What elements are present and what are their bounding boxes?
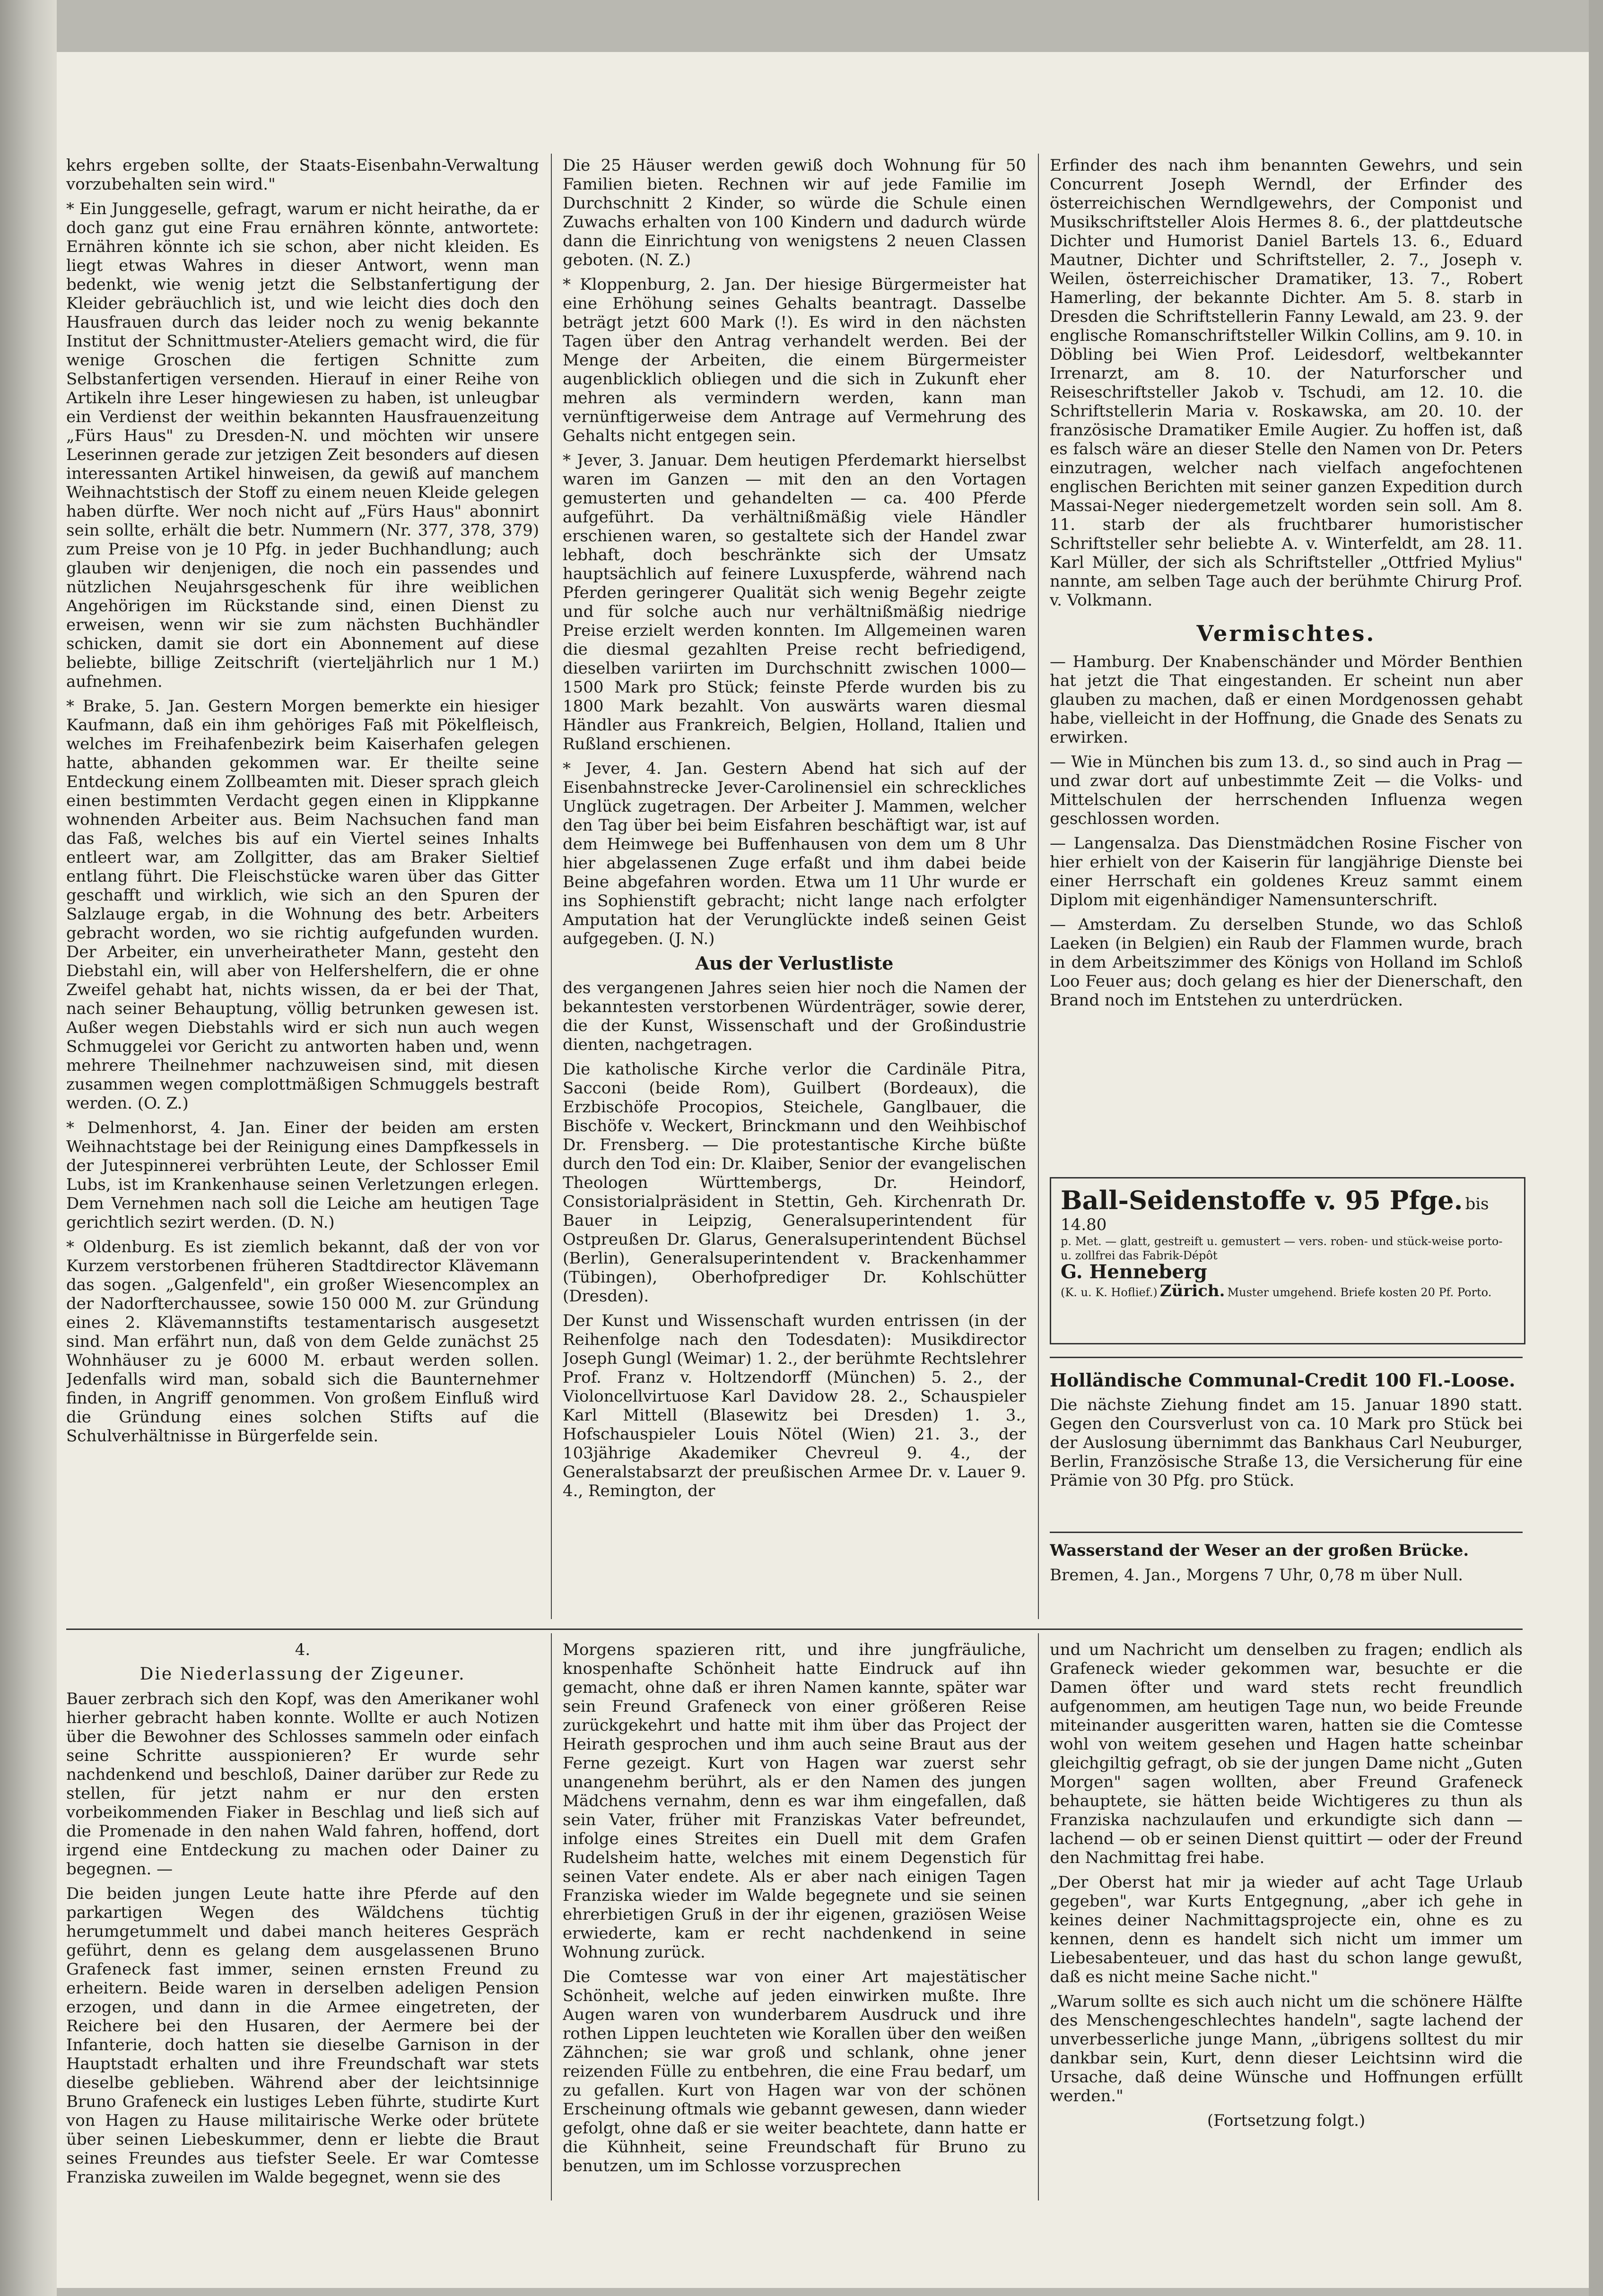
article-paragraph: des vergangenen Jahres seien hier noch die Namen der bekanntesten verstorbenen Würdenträger, sowie derer, die der Kunst, Wissenschaft und der Großindustrie dienten, nachgetragen. bbox=[563, 979, 1026, 1054]
water-level-notice bbox=[1050, 1541, 1523, 1617]
water-level-title: Wasserstand der Weser an der großen Brücke. bbox=[1050, 1541, 1469, 1560]
serial-continued: (Fortsetzung folgt.) bbox=[1207, 2111, 1366, 2130]
feuilleton-divider bbox=[66, 1629, 1523, 1630]
serial-column-1 bbox=[66, 1640, 539, 2203]
newspaper-page bbox=[57, 52, 1589, 2288]
article-paragraph: Erfinder des nach ihm benannten Gewehrs, und sein Concurrent Joseph Werndl, der Erfinder des österreichischen Werndlgewehrs, der Componist und Musikschriftsteller Alois Hermes 8. 6., der plattdeutsche Dichter und Humorist Daniel Bartels 13. 6., Eduard Mautner, Dichter und Schriftsteller, 2. 7., Joseph v. Weilen, österreichischer Dramatiker, 13. 7., Robert Hamerling, der bekannte Dichter. Am 5. 8. starb in Dresden die Schriftstellerin Fanny Lewald, am 23. 9. der englische Romanschriftsteller Wilkin Collins, am 9. 10. in Döbling bei Wien Prof. Leidesdorf, weltbekannter Irrenarzt, am 8. 10. der Naturforscher und Reiseschriftsteller Jakob v. Tschudi, am 12. 10. die Schriftstellerin Maria v. Roskawska, am 20. 10. der französische Dramatiker Emile Augier. Zu hoffen ist, daß es falsch wäre an dieser Stelle den Namen von Dr. Peters einzutragen, welcher nach vielfach angefochtenen englischen Berichten mit seiner ganzen Expedition durch Massai-Neger niedergemetzelt worden sein soll. Am 8. 11. starb der als fruchtbarer humoristischer Schriftsteller sehr beliebte A. v. Winterfeldt, am 28. 11. Karl Müller, der sich als Schriftsteller „Ottfried Mylius" nannte, am selben Tage auch der berühmte Chirurg Prof. v. Volkmann. bbox=[1050, 156, 1523, 610]
article-paragraph: * Oldenburg. Es ist ziemlich bekannt, daß der von vor Kurzem verstorbenen früheren Stadtdirector Klävemann das sogen. „Galgenfeld", ein großer Wiesencomplex an der Nadorfterchaussee, sowie 150 000 M. zur Gründung eines 2. Klävemannstifts testamentarisch ausgesetzt sind. Man erfährt nun, daß von dem Gelde zunächst 25 Wohnhäuser zu je 6000 M. erbaut werden sollen. Jedenfalls wird man, sobald sich die Baunternehmer finden, in Angriff genommen. Von großem Einfluß wird die Gründung eines solchen Stifts auf die Schulverhältnisse in Bürgerfelde sein. bbox=[66, 1238, 539, 1446]
article-paragraph: Der Kunst und Wissenschaft wurden entrissen (in der Reihenfolge nach den Todesdaten): Musikdirector Joseph Gungl (Weimar) 1. 2., der berühmte Rechtslehrer Prof. Franz v. Holtzendorff (München) 5. 2., der Violoncellvirtuose Karl Davidow 28. 2., Schauspieler Karl Mittell (Blasewitz bei Dresden) 1. 3., Hofschauspieler Louis Nötel (Wien) 21. 3., der 103jährige Akademiker Chevreul 9. 4., der Generalstabsarzt der preußischen Armee Dr. v. Lauer 9. 4., Remington, der bbox=[563, 1311, 1026, 1500]
serial-title: Die Niederlassung der Zigeuner. bbox=[139, 1664, 466, 1684]
serial-paragraph: Die Comtesse war von einer Art majestätischer Schönheit, welche auf jeden einwirken mußte. Ihre Augen waren von wunderbarem Ausdruck und ihre rothen Lippen leuchteten wie Korallen über den weißen Zähnchen; sie war groß und schlank, ohne jener reizenden Fülle zu entbehren, die eine Frau bedarf, um zu gefallen. Kurt von Hagen war von der schönen Erscheinung oftmals wie gebannt gewesen, dann wieder gefolgt, ohne daß er sie weiter beachtete, dann hatte er die Kühnheit, seine Freundschaft für Bruno zu benutzen, um im Schlosse vorzusprechen bbox=[563, 1967, 1026, 2175]
article-paragraph: Die 25 Häuser werden gewiß doch Wohnung für 50 Familien bieten. Rechnen wir auf jede Familie im Durchschnitt 2 Kinder, so würde die Schule einen Zuwachs erhalten von 100 Kindern und dadurch würde dann die Einrichtung von wenigstens 2 neuen Classen geboten. (N. Z.) bbox=[563, 156, 1026, 269]
section-heading: Aus der Verlustliste bbox=[695, 953, 894, 974]
article-paragraph: — Langensalza. Das Dienstmädchen Rosine Fischer von hier erhielt von der Kaiserin für langjährige Dienste bei einer Herrschaft ein goldenes Kreuz sammt einem Diplom mit eigenhändiger Namensunterschrift. bbox=[1050, 834, 1523, 910]
serial-paragraph: „Warum sollte es sich auch nicht um die schönere Hälfte des Menschengeschlechtes handeln", sagte lachend der unverbesserliche junge Mann, „übrigens solltest du mir dankbar sein, Kurt, denn dieser Leichtsinn wird die Ursache, daß deine Wünsche und Hoffnungen erfüllt werden." bbox=[1050, 1992, 1523, 2105]
upper-column-3 bbox=[1050, 156, 1523, 1116]
credit-ad-title: Holländische Communal-Credit 100 Fl.-Loose. bbox=[1050, 1371, 1516, 1391]
credit-advertisement bbox=[1050, 1371, 1523, 1527]
book-binding bbox=[0, 0, 57, 2296]
ad-divider bbox=[1050, 1532, 1523, 1533]
silk-advertisement bbox=[1050, 1177, 1525, 1344]
article-paragraph: * Kloppenburg, 2. Jan. Der hiesige Bürgermeister hat eine Erhöhung seines Gehalts beantragt. Dasselbe beträgt jetzt 600 Mark (!). Es wird in den nächsten Tagen über den Antrag verhandelt werden. Bei der Menge der Arbeiten, die einem Bürgermeister augenblicklich obliegen und die sich in Zukunft eher mehren als vermindern werden, kann man vernünftigerweise dem Antrage auf Vermehrung des Gehalts nicht entgegen sein. bbox=[563, 275, 1026, 445]
article-paragraph: kehrs ergeben sollte, der Staats-Eisenbahn-Verwaltung vorzubehalten sein wird." bbox=[66, 156, 539, 194]
ad-note: Muster umgehend. Briefe kosten 20 Pf. Porto. bbox=[1227, 1286, 1492, 1299]
article-paragraph: * Brake, 5. Jan. Gestern Morgen bemerkte ein hiesiger Kaufmann, daß ein ihm gehöriges Faß mit Pökelfleisch, welches im Freihafenbezirk beim Kaiserhafen gelegen hatte, abhanden gekommen war. Er theilte seine Entdeckung einem Zollbeamten mit. Dieser sprach gleich einen bestimmten Verdacht gegen einen in Klippkanne wohnenden Arbeiter aus. Beim Nachsuchen fand man das Faß, welches bis auf ein Viertel seines Inhalts entleert war, am Zollgitter, das am Braker Sieltief entlang führt. Die Fleischstücke waren über das Gitter geschafft und wirklich, wie sich an den Spuren der Salzlauge ergab, in die Wohnung des betr. Arbeiters gebracht worden, wo sie richtig aufgefunden wurden. Der Arbeiter, ein unverheiratheter Mann, gesteht den Diebstahl ein, will aber von Helfershelfern, die er ohne Zweifel gehabt hat, nichts wissen, da er bei der That, nach seiner Behauptung, völlig betrunken gewesen ist. Außer wegen Diebstahls wird er sich nun auch wegen Schmuggelei vor Gericht zu antworten haben und, wenn mehrere Theilnehmer nachzuweisen sind, mit diesen zusammen wegen complottmäßigen Schmuggels bestraft werden. (O. Z.) bbox=[66, 697, 539, 1113]
section-heading: Vermischtes. bbox=[1196, 621, 1376, 646]
column-divider bbox=[551, 154, 552, 1619]
upper-column-1 bbox=[66, 156, 539, 1617]
serial-column-3 bbox=[1050, 1640, 1523, 2203]
ad-divider bbox=[1050, 1357, 1523, 1358]
column-divider bbox=[1038, 1633, 1039, 2201]
column-divider bbox=[1038, 154, 1039, 1619]
ad-supplier: (K. u. K. Hoflief.) bbox=[1061, 1286, 1158, 1299]
serial-column-2 bbox=[563, 1640, 1026, 2203]
page-edge bbox=[1589, 0, 1603, 2296]
serial-paragraph: Die beiden jungen Leute hatte ihre Pferde auf den parkartigen Wegen des Wäldchens tüchtig herumgetummelt und dabei manch heiteres Gespräch geführt, denn es gelang dem ausgelassenen Bruno Grafeneck fast immer, seinen ernsten Freund zu erheitern. Beide waren in derselben adeligen Pension erzogen, und dann in die Armee eingetreten, der Reichere bei den Husaren, der Aermere bei der Infanterie, doch hatten sie dieselbe Garnison in der Hauptstadt erhalten und ihre Freundschaft war stets dieselbe geblieben. Während aber der leichtsinnige Bruno Grafeneck ein lustiges Leben führte, studirte Kurt von Hagen zu Hause militairische Werke oder brütete über seinen Liebeskummer, denn er liebte die Braut seines Freundes aus tiefster Seele. Er war Comtesse Franziska zuweilen im Walde begegnet, wenn sie des bbox=[66, 1884, 539, 2187]
serial-paragraph: Bauer zerbrach sich den Kopf, was den Amerikaner wohl hierher gebracht haben konnte. Wollte er auch Notizen über die Bewohner des Schlosses sammeln oder einfach seine Schritte ausspionieren? Er wurde sehr nachdenkend und beschloß, Dainer darüber zur Rede zu stellen, für jetzt nahm er nur den ersten vorbeikommenden Fiaker in Beschlag und ließ sich auf die Promenade in den nahen Wald fahren, hoffend, dort irgend eine Entdeckung zu machen oder Dainer zu begegnen. — bbox=[66, 1690, 539, 1879]
serial-paragraph: Morgens spazieren ritt, und ihre jungfräuliche, knospenhafte Schönheit hatte Eindruck auf ihn gemacht, ohne daß er ihren Namen kannte, später war sein Freund Grafeneck von einer größeren Reise zurückgekehrt und hatte mit ihm über das Project der Heirath gesprochen und ihm auch seine Braut aus der Ferne gezeigt. Kurt von Hagen war zuerst sehr unangenehm berührt, als er den Namen des jungen Mädchens vernahm, denn es war ihm eingefallen, daß sein Vater, früher mit Franziskas Vater befreundet, infolge eines Streites ein Duell mit dem Grafen Rudelsheim hatte, welches mit einem Degenstich für seinen Vater endete. Als er aber nach einigen Tagen Franziska wieder im Walde begegnete und sie seinen ehrerbietigen Gruß in der ihr eigenen, graziösen Weise erwiederte, kam er recht nachdenkend in seine Wohnung zurück. bbox=[563, 1640, 1026, 1962]
serial-number: 4. bbox=[295, 1640, 311, 1659]
article-paragraph: * Ein Junggeselle, gefragt, warum er nicht heirathe, da er doch ganz gut eine Frau ernähren könnte, antwortete: Ernähren könnte ich sie schon, aber nicht kleiden. Es liegt etwas Wahres in dieser Antwort, wenn man bedenkt, wie wenig jetzt die Selbstanfertigung der Kleider gebräuchlich ist, und wie leicht dies doch den Hausfrauen durch das leider noch zu wenig bekannte Institut der Schnittmuster-Ateliers gemacht wird, die für wenige Groschen die fertigen Schnitte zum Selbstanfertigen versenden. Hierauf in einer Reihe von Artikeln ihre Leser hingewiesen zu haben, ist unleugbar ein Verdienst der weithin bekannten Hausfrauenzeitung „Fürs Haus" zu Dresden-N. und möchten wir unsere Leserinnen gerade zur jetzigen Zeit besonders auf diesen interessanten Artikel hinweisen, da gewiß auf manchem Weihnachtstisch der Stoff zu einem neuen Kleide gelegen haben dürfte. Wer noch nicht auf „Fürs Haus" abonnirt sein sollte, erhält die betr. Nummern (Nr. 377, 378, 379) zum Preise von je 10 Pfg. in jeder Buchhandlung; auch glauben wir denjenigen, die noch ein passendes und nützlichen Neujahrsgeschenk für ihre weiblichen Angehörigen im Rückstande sind, einen Dienst zu erweisen, wenn wir sie zum nächsten Buchhändler schicken, damit sie dort ein Abonnement auf diese beliebte, billige Zeitschrift (vierteljährlich nur 1 M.) aufnehmen. bbox=[66, 199, 539, 691]
article-paragraph: — Wie in München bis zum 13. d., so sind auch in Prag — und zwar dort auf unbestimmte Zeit — die Volks- und Mittelschulen der herrschenden Influenza wegen geschlossen worden. bbox=[1050, 753, 1523, 828]
column-divider bbox=[551, 1633, 552, 2201]
ad-price: bis 14.80 bbox=[1061, 1195, 1489, 1234]
ad-headline: Ball-Seidenstoffe v. 95 Pfge. bbox=[1061, 1185, 1463, 1215]
ad-body: p. Met. — glatt, gestreift u. gemustert — vers. roben- und stück-weise porto- u. zollfrei das Fabrik-Dépôt bbox=[1061, 1235, 1503, 1262]
article-paragraph: * Jever, 4. Jan. Gestern Abend hat sich auf der Eisenbahnstrecke Jever-Carolinensiel ein schreckliches Unglück zugetragen. Der Arbeiter J. Mammen, welcher den Tag über bei beim Eisfahren beschäftigt war, ist auf dem Heimwege bei Buffenhausen von dem um 8 Uhr hier abgelassenen Zuge erfaßt und ihm dabei beide Beine abgefahren worden. Etwa um 11 Uhr wurde er ins Sophienstift gebracht; nicht lange nach erfolgter Amputation hat der Verunglückte indeß seinen Geist aufgegeben. (J. N.) bbox=[563, 759, 1026, 948]
ad-city: Zürich. bbox=[1159, 1282, 1225, 1300]
article-paragraph: * Jever, 3. Januar. Dem heutigen Pferdemarkt hierselbst waren im Ganzen — mit den an den Vortagen gemusterten und gehandelten — ca. 400 Pferde aufgeführt. Da verhältnißmäßig viele Händler erschienen waren, so gestaltete sich der Handel zwar lebhaft, doch beschränkte sich der Umsatz hauptsächlich auf feinere Luxuspferde, während nach Pferden geringerer Qualität sich wenig Begehr zeigte und für solche auch nur verhältnißmäßig niedrige Preise erzielt werden konnten. Im Allgemeinen waren die diesmal gezahlten Preise recht befriedigend, dieselben variirten im Durchschnitt zwischen 1000—1500 Mark pro Stück; feinste Pferde wurden bis zu 1800 Mark bezahlt. Von auswärts waren diesmal Händler aus Frankreich, Belgien, Holland, Italien und Rußland erschienen. bbox=[563, 451, 1026, 754]
serial-paragraph: „Der Oberst hat mir ja wieder auf acht Tage Urlaub gegeben", war Kurts Entgegnung, „aber ich gehe in keines deiner Nachmittagsprojecte ein, ohne es zu kennen, denn es handelt sich nicht um immer um Liebesabenteuer, und das hast du schon lange gewußt, daß es nicht meine Sache nicht." bbox=[1050, 1873, 1523, 1986]
article-paragraph: — Amsterdam. Zu derselben Stunde, wo das Schloß Laeken (in Belgien) ein Raub der Flammen wurde, brach in dem Arbeitszimmer des Königs von Holland im Schloß Loo Feuer aus; doch gelang es hier der Dienerschaft, den Brand noch im Entstehen zu unterdrücken. bbox=[1050, 915, 1523, 1010]
article-paragraph: * Delmenhorst, 4. Jan. Einer der beiden am ersten Weihnachtstage bei der Reinigung eines Dampfkessels in der Jutespinnerei verbrühten Leute, der Schlosser Emil Lubs, ist im Krankenhause seinen Verletzungen erlegen. Dem Vernehmen nach soll die Leiche am heutigen Tage gerichtlich sezirt werden. (D. N.) bbox=[66, 1118, 539, 1232]
article-paragraph: Die katholische Kirche verlor die Cardinäle Pitra, Sacconi (beide Rom), Guilbert (Bordeaux), die Erzbischöfe Procopios, Steichele, Ganglbauer, die Bischöfe v. Weckert, Brinckmann und den Weihbischof Dr. Frensberg. — Die protestantische Kirche büßte durch den Tod ein: Dr. Klaiber, Senior der evangelischen Theologen Württembergs, Dr. Heindorf, Consistorialpräsident in Stettin, Geh. Kirchenrath Dr. Bauer in Leipzig, Generalsuperintendent für Ostpreußen Dr. Glarus, Generalsuperintendent Büchsel (Berlin), Generalsuperintendent v. Brackenhammer (Tübingen), Oberhofprediger Dr. Kohlschütter (Dresden). bbox=[563, 1060, 1026, 1306]
upper-column-2 bbox=[563, 156, 1026, 1617]
water-level-text: Bremen, 4. Jan., Morgens 7 Uhr, 0,78 m über Null. bbox=[1050, 1566, 1464, 1585]
credit-ad-text: Die nächste Ziehung findet am 15. Januar 1890 statt. Gegen den Coursverlust von ca. 10 Mark pro Stück bei der Auslosung übernimmt das Bankhaus Carl Neuburger, Berlin, Französische Straße 13, die Versicherung für eine Prämie von 30 Pfg. pro Stück. bbox=[1050, 1395, 1523, 1490]
article-paragraph: — Hamburg. Der Knabenschänder und Mörder Benthien hat jetzt die That eingestanden. Er scheint nun aber glauben zu machen, daß er einen Mordgenossen gehabt habe, vielleicht in der Hoffnung, die Gnade des Senats zu erwirken. bbox=[1050, 652, 1523, 747]
ad-company: G. Henneberg bbox=[1061, 1261, 1207, 1283]
serial-paragraph: und um Nachricht um denselben zu fragen; endlich als Grafeneck wieder gekommen war, besuchte er die Damen öfter und ward stets recht freundlich aufgenommen, am heutigen Tage nun, wo beide Freunde miteinander ausgeritten waren, hatten sie die Comtesse wohl von weitem gesehen und Hagen hatte scheinbar gleichgiltig gefragt, ob sie der jungen Dame nicht „Guten Morgen" sagen wollten, aber Freund Grafeneck behauptete, sie hätten beide Wichtigeres zu thun als Franziska nachzulaufen und erkundigte sich dann — lachend — ob er seinen Dienst quittirt — oder der Freund den Nachmittag frei habe. bbox=[1050, 1640, 1523, 1867]
